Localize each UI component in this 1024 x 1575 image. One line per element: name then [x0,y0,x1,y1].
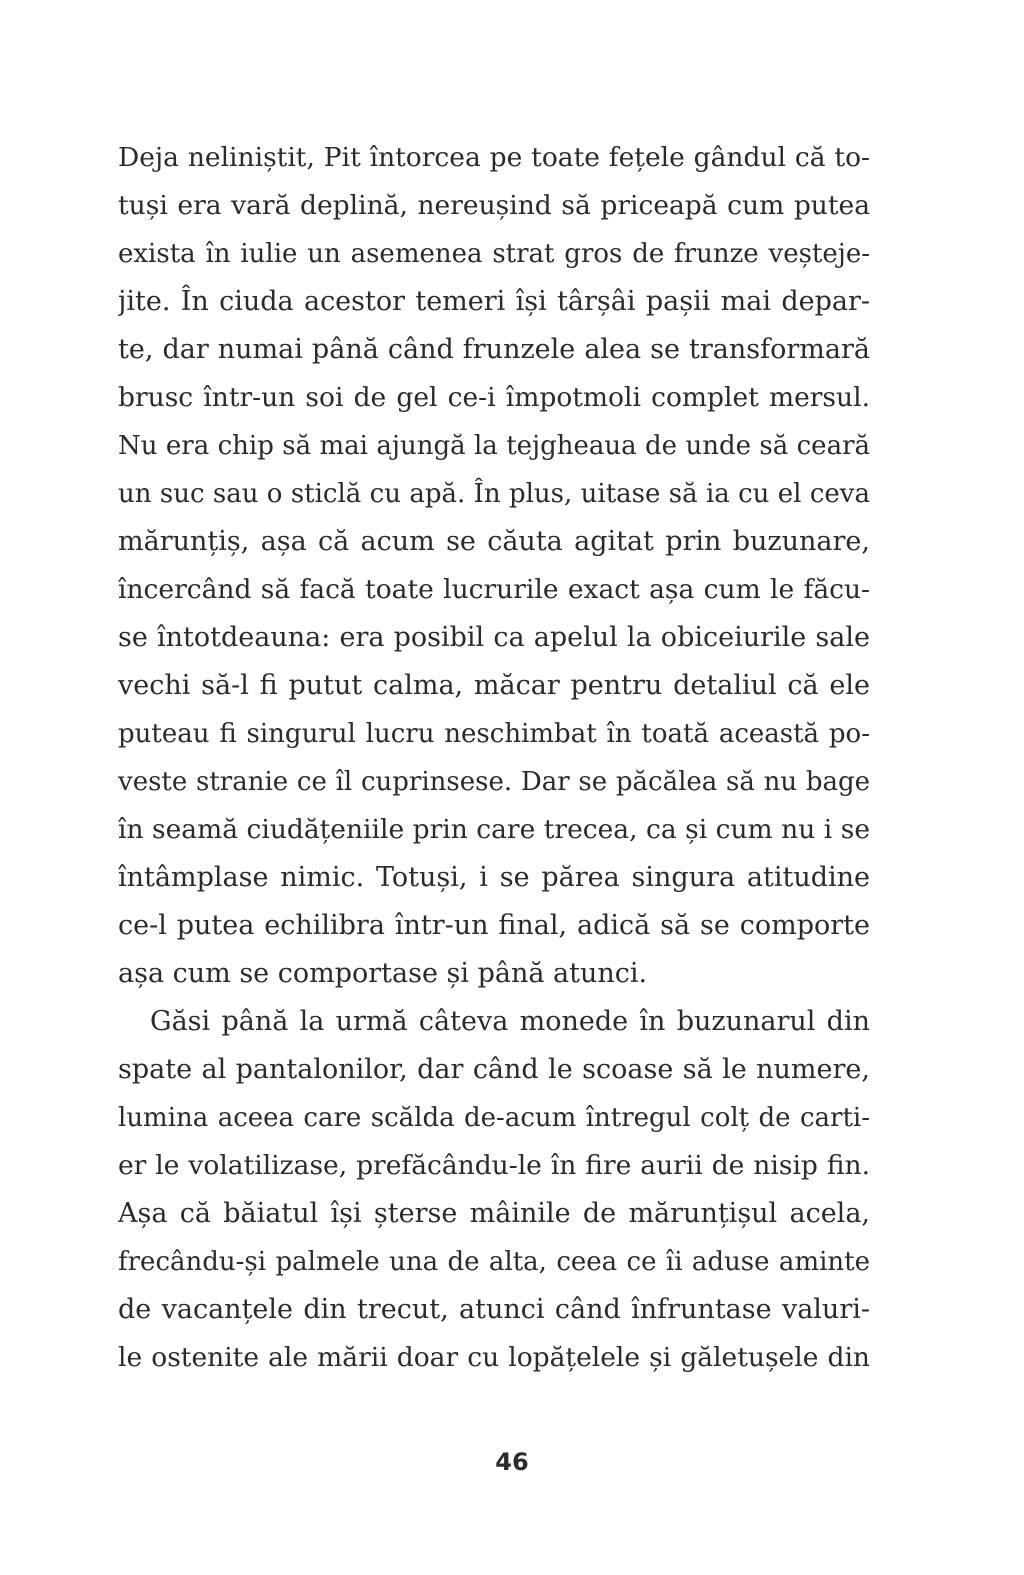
text-line: te, dar numai până când frunzele alea se transformară [118,334,870,365]
text-line: le ostenite ale mării doar cu lopățelele și găletușele din [118,1342,870,1373]
text-line: er le volatilizase, prefăcându-le în fire aurii de nisip fin. [118,1150,870,1181]
text-line: veste stranie ce îl cuprinsese. Dar se păcălea să nu bage [118,767,870,797]
text-line: frecându-și palmele una de alta, ceea ce îi aduse aminte [118,1247,870,1277]
text-line: lumina aceea care scălda de-acum întregul colț de carti- [118,1103,870,1133]
text-line: exista în iulie un asemenea strat gros de frunze veșteje- [118,239,870,269]
text-line: de vacanțele din trecut, atunci când înfruntase valuri- [118,1294,870,1325]
text-line: mărunțiș, așa că acum se căuta agitat prin buzunare, [118,526,870,557]
text-line: așa cum se comportase și până atunci. [118,958,648,989]
body-text [118,134,870,1382]
text-line: jite. În ciuda acestor temeri își târșâi pașii mai depar- [118,286,870,317]
text-line: puteau fi singurul lucru neschimbat în toată această po- [118,719,870,749]
text-line: brusc într-un soi de gel ce-i împotmoli complet mersul. [118,382,870,413]
text-line: vechi să-l fi putut calma, măcar pentru detaliul că ele [118,670,870,701]
text-line: Găsi până la urmă câteva monede în buzunarul din [150,1006,870,1037]
text-line: în seamă ciudățeniile prin care trecea, ca și cum nu i se [118,814,870,845]
text-line: Nu era chip să mai ajungă la tejgheaua de unde să ceară [118,431,870,461]
text-line: tuși era vară deplină, nereușind să priceapă cum putea [118,190,870,221]
text-line: Așa că băiatul își șterse mâinile de mărunțișul acela, [118,1198,870,1229]
text-line: Deja neliniștit, Pit întorcea pe toate fețele gândul că to- [118,142,870,173]
text-line: un suc sau o sticlă cu apă. În plus, uitase să ia cu el ceva [118,479,870,509]
text-line: întâmplase nimic. Totuși, i se părea singura atitudine [118,862,870,893]
paragraph-1 [118,134,870,998]
page-number: 46 [495,1448,529,1476]
paragraph-2 [118,998,870,1382]
text-line: încercând să facă toate lucrurile exact așa cum le făcu- [118,574,870,605]
text-line: spate al pantalonilor, dar când le scoase să le numere, [118,1054,870,1085]
text-line: ce-l putea echilibra într-un final, adică să se comporte [118,910,870,941]
text-line: se întotdeauna: era posibil ca apelul la obiceiurile sale [118,622,870,653]
